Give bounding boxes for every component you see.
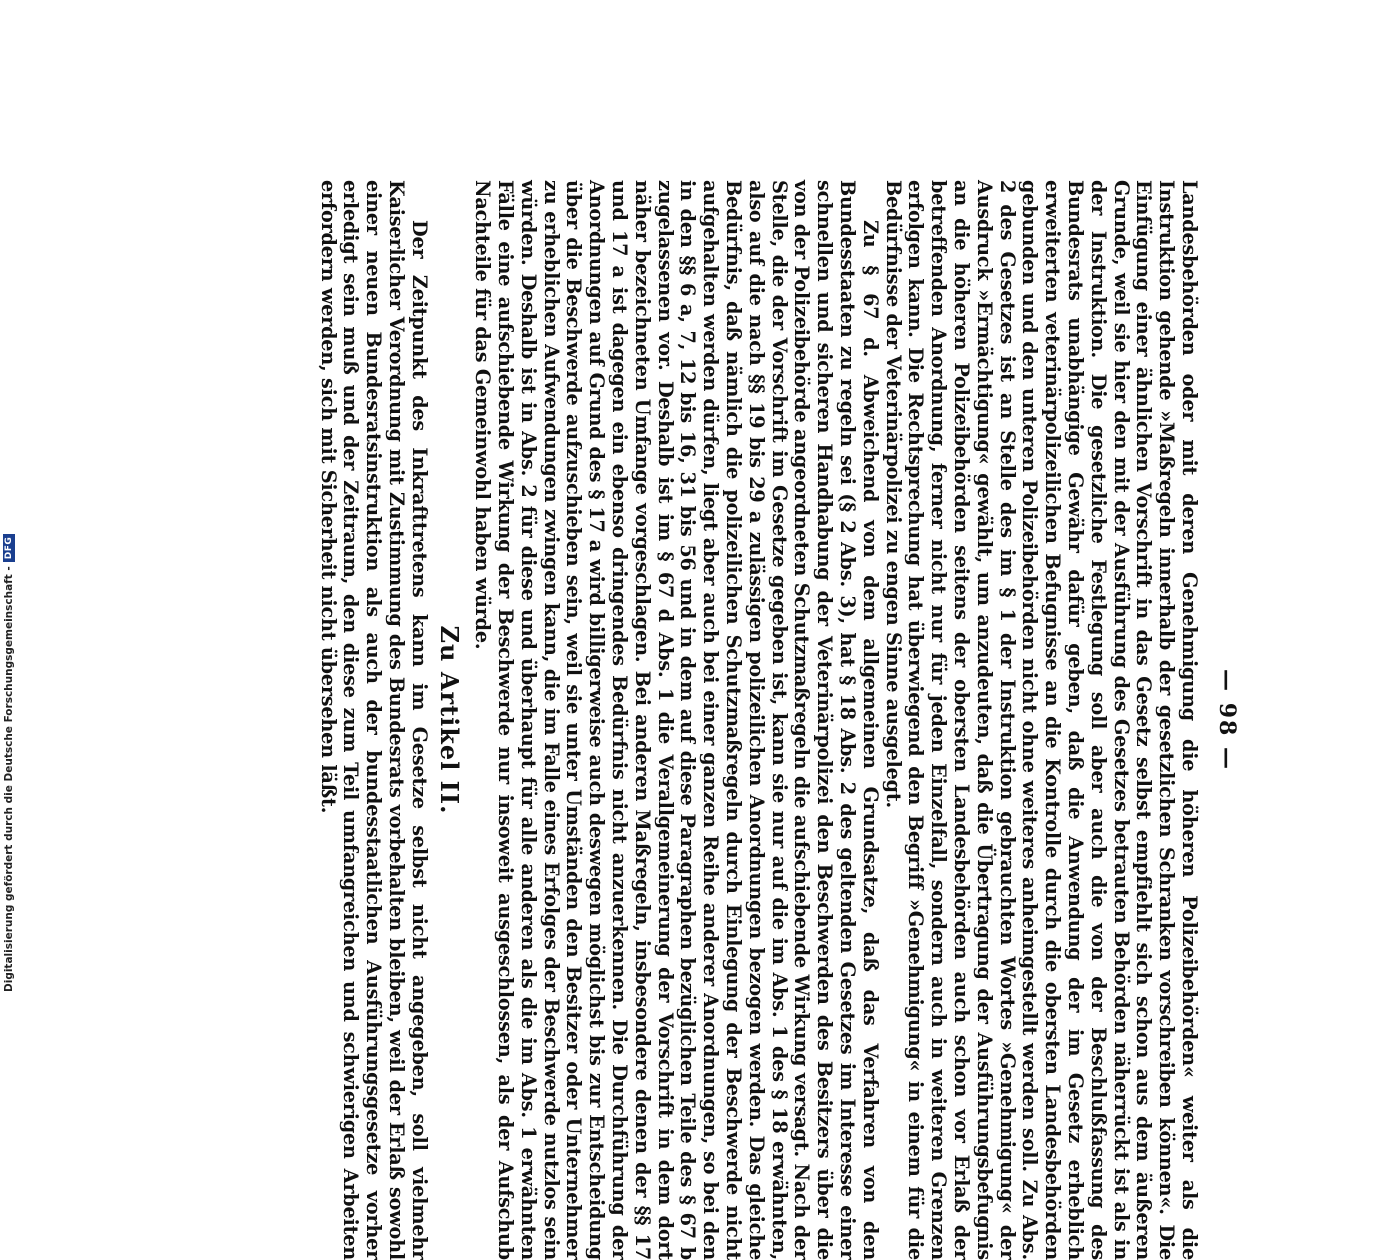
dfg-logo: DFG	[3, 534, 15, 563]
digitization-credit	[0, 536, 18, 992]
body-text	[316, 180, 1200, 1260]
document-page	[150, 180, 1240, 1260]
paragraph-1: Landesbehörden oder mit deren Genehmigung die höheren Polizeibehörden« weiter als die Instruktion gehende »Maßregeln innerhalb der gesetzlichen Schranken vorschreiben können«. Die Einfügung einer ähnlichen Vorschrift in das Gesetz selbst empfiehlt sich schon aus dem äußeren Grunde, weil sie hier den mit der Ausführung des Gesetzes betrauten Behörden näherrückt ist als in der Instruktion. Die gesetzliche Festlegung soll aber auch die von der Beschlußfassung des Bundesrats unabhängige Gewähr dafür geben, daß die Anwendung der im Gesetz erheblich erweiterten veterinärpolizeilichen Befugnisse an die Kontrolle durch die obersten Landesbehörden gebunden und den unteren Polizeibehörden nicht ohne weiteres anheimgestellt werden soll. Zu Abs. 2 des Gesetzes ist an Stelle des im § 1 der Instruktion gebrauchten Wortes »Genehmigung« der Ausdruck »Ermächtigung« gewählt, um anzudeuten, daß die Übertragung der Ausführungsbefugnis an die höheren Polizeibehörden seitens der obersten Landesbehörden auch schon vor Erlaß der betreffenden Anordnung, ferner nicht nur für jeden Einzelfall, sondern auch in weiteren Grenzen erfolgen kann. Die Rechtsprechung hat überwiegend den Begriff »Genehmigung« in einem für die Bedürfnisse der Veterinärpolizei zu engen Sinne ausgelegt.	[881, 180, 1201, 1260]
page-number: — 98 —	[1214, 669, 1240, 771]
section-heading: Zu Artikel II.	[435, 625, 465, 815]
paragraph-2: Zu § 67 d. Abweichend von dem allgemeinen Grundsatze, daß das Verfahren von den Bundesstaaten zu regeln sei (§ 2 Abs. 3), hat § 18 Abs. 2 des geltenden Gesetzes im Interesse einer schnellen und sicheren Handhabung der Veterinärpolizei den Beschwerden des Besitzers über die von der Polizeibehörde angeordneten Schutzmaßregeln die aufschiebende Wirkung versagt. Nach der Stelle, die der Vorschrift im Gesetze gegeben ist, kann sie nur auf die im Abs. 1 des § 18 erwähnten, also auf die nach §§ 19 bis 29 a zulässigen polizeilichen Anordnungen bezogen werden. Das gleiche Bedürfnis, daß nämlich die polizeilichen Schutzmaßregeln durch Einlegung der Beschwerde nicht aufgehalten werden dürfen, liegt aber auch bei einer ganzen Reihe anderer Anordnungen, so bei den in den §§ 6 a, 7, 12 bis 16, 31 bis 56 und in dem auf diese Paragraphen bezüglichen Teile des § 67 b zugelassenen vor. Deshalb ist im § 67 d Abs. 1 die Verallgemeinerung der Vorschrift in dem dort näher bezeichneten Umfange vorgeschlagen. Bei anderen Maßregeln, insbesondere denen der §§ 17 und 17 a ist dagegen ein ebenso dringendes Bedürfnis nicht anzuerkennen. Die Durchführung der Anordnungen auf Grund des § 17 a wird billigerweise auch deswegen möglichst bis zur Entscheidung über die Beschwerde aufzuschieben sein, weil sie unter Umständen den Besitzer oder Unternehmer zu erheblichen Aufwendungen zwingen kann, die im Falle eines Erfolges der Beschwerde nutzlos sein würden. Deshalb ist in Abs. 2 für diese und überhaupt für alle anderen als die im Abs. 1 erwähnten Fälle eine aufschiebende Wirkung der Beschwerde nur insoweit ausgeschlossen, als der Aufschub Nachteile für das Gemeinwohl haben würde.	[471, 180, 882, 1260]
paragraph-3: Der Zeitpunkt des Inkrafttretens kann im Gesetze selbst nicht angegeben, soll vielmehr Kaiserlicher Verordnung mit Zustimmung des Bundesrats vorbehalten bleiben, weil der Erlaß sowohl einer neuen Bundesratsinstruktion als auch der bundesstaatlichen Ausführungsgesetze vorher erledigt sein muß und der Zeitraum, den diese zum Teil umfangreichen und schwierigen Arbeiten erfordern werden, sich mit Sicherheit nicht übersehen läßt.	[316, 180, 431, 1260]
credit-text: Digitalisierung gefördert durch die Deutsche Forschungsgemeinschaft -	[3, 566, 15, 992]
